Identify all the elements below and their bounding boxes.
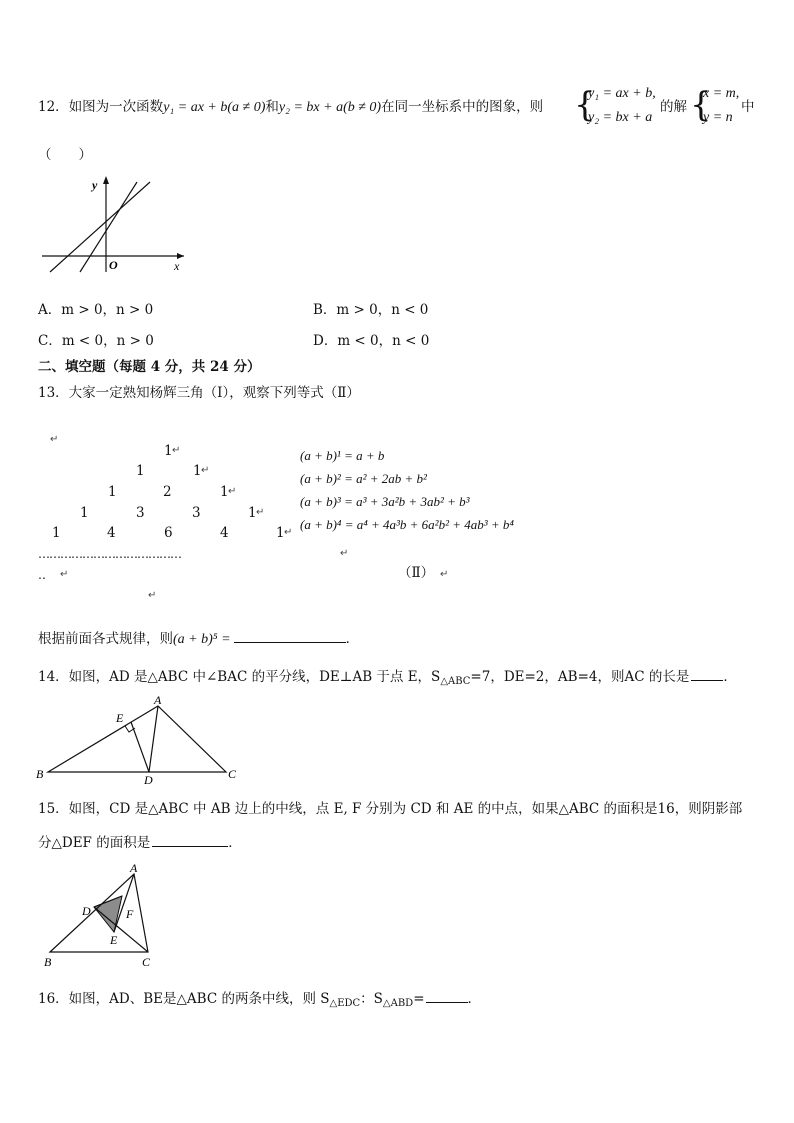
tri-r2-c1: 1 <box>136 463 145 479</box>
q16-eq: = <box>413 991 425 1007</box>
q15-line1: 15．如图，CD 是△ABC 中 AB 边上的中线，点 E, F 分别为 CD 和 AE 的中点，如果△ABC 的面积是16，则阴影部 <box>38 801 743 817</box>
q14-text2: =7，DE=2，AB=4，则AC 的长是 <box>470 669 690 685</box>
para-mark: ↵ <box>440 569 449 580</box>
tri-dots-2: ‥ <box>38 568 47 582</box>
q14-text: 14．如图，AD 是△ABC 中∠BAC 的平分线，DE⊥AB 于点 E，S <box>38 669 441 685</box>
q12-stem-b: 和 <box>265 99 279 115</box>
tri-r5-c4: 4 <box>220 525 229 541</box>
graph-x-label: x <box>174 259 180 273</box>
q16-end: ． <box>467 991 482 1007</box>
tri-r4-c3: 3 <box>192 505 201 521</box>
para-mark: ↵ <box>340 548 349 559</box>
label-c: C <box>228 767 237 781</box>
q12-stem-a: 如图为一次函数 <box>68 99 164 115</box>
median-cd <box>94 907 148 952</box>
label-f: F <box>126 907 134 921</box>
tri-r3-c3: 1 <box>220 484 229 500</box>
q16-stem <box>38 988 481 1013</box>
q12-eq2: y₂ = bx + a(b ≠ 0) <box>278 100 382 115</box>
q14-end: ． <box>723 669 737 685</box>
q12-stem-e: 中 <box>741 99 755 115</box>
para-mark: ↵ <box>256 507 265 518</box>
q13-ask-expr: (a + b)⁵ = <box>173 632 231 647</box>
right-angle-mark <box>125 726 135 732</box>
tri-r5-c1: 1 <box>52 525 61 541</box>
q12-option-c[interactable]: C．m < 0，n > 0 <box>38 333 154 349</box>
q12-solution-line1: x = m, <box>703 86 740 101</box>
q16-subscript-2: △ABD <box>382 998 414 1009</box>
q13-ask-end: ． <box>345 631 360 647</box>
q14-answer-blank[interactable] <box>691 666 723 681</box>
label-e: E <box>110 933 118 947</box>
q12-stem-d: 的解 <box>660 99 687 115</box>
para-mark: ↵ <box>148 590 157 601</box>
q15-answer-blank[interactable] <box>152 832 228 847</box>
para-mark: ↵ <box>201 465 210 476</box>
eq-power-2: (a + b)² = a² + 2ab + b² <box>300 471 427 486</box>
para-mark: ↵ <box>60 569 69 580</box>
graph-y-label: y <box>92 178 98 192</box>
tri-r5-c3: 6 <box>164 525 173 541</box>
q15-line2 <box>38 832 242 852</box>
q14-stem <box>38 666 737 691</box>
q16-subscript-1: △EDC <box>329 998 361 1009</box>
q13-ask-text: 根据前面各式规律，则 <box>38 631 173 647</box>
label-ii: （Ⅱ） <box>398 565 435 581</box>
tri-r2-c2: 1 <box>193 463 202 479</box>
q12-stem-c: 在同一坐标系中的图象，则 <box>381 99 544 115</box>
q12-number: 12． <box>38 99 69 115</box>
q12-graph <box>38 172 190 274</box>
tri-r4-c4: 1 <box>248 505 257 521</box>
line-y1 <box>50 182 150 272</box>
para-mark: ↵ <box>50 434 59 445</box>
q16-answer-blank[interactable] <box>426 988 468 1003</box>
label-a: A <box>154 693 162 707</box>
para-mark: ↵ <box>172 445 181 456</box>
label-d: D <box>82 904 91 918</box>
label-b: B <box>36 767 44 781</box>
tri-r4-c2: 3 <box>136 505 145 521</box>
para-mark: ↵ <box>284 527 293 538</box>
label-a: A <box>130 861 138 875</box>
q14-subscript: △ABC <box>440 676 471 687</box>
label-c: C <box>142 955 151 968</box>
label-e: E <box>116 711 124 725</box>
q12-system-line2: y₂ = bx + a <box>588 110 653 125</box>
tri-r5-c2: 4 <box>107 525 116 541</box>
q12-stem <box>38 98 543 117</box>
segment-ad <box>149 706 158 772</box>
y-axis-arrow <box>103 176 109 184</box>
eq-power-4: (a + b)⁴ = a⁴ + 4a³b + 6a²b² + 4ab³ + b⁴ <box>300 517 514 532</box>
q13-ask <box>38 628 359 649</box>
q15-figure <box>40 860 166 968</box>
q12-option-b[interactable]: B．m > 0，n < 0 <box>313 302 429 318</box>
tri-r3-c2: 2 <box>163 484 172 500</box>
eq-power-3: (a + b)³ = a³ + 3a²b + 3ab² + b³ <box>300 494 470 509</box>
q12-eq1: y₁ = ax + b(a ≠ 0) <box>163 100 266 115</box>
q12-solution-brace: { <box>690 85 712 125</box>
tri-r5-c5: 1 <box>276 525 285 541</box>
q12-solution-line2: y = n <box>703 110 733 125</box>
label-d: D <box>144 773 153 784</box>
q13-stem: 13．大家一定熟知杨辉三角（Ⅰ），观察下列等式（Ⅱ） <box>38 385 360 401</box>
label-b: B <box>44 955 52 968</box>
tri-r3-c1: 1 <box>108 484 117 500</box>
q16-text: 16．如图，AD、BE是△ABC 的两条中线，则 S <box>38 991 330 1007</box>
segment-de <box>131 722 149 772</box>
para-mark: ↵ <box>228 486 237 497</box>
eq-power-1: (a + b)¹ = a + b <box>300 448 385 463</box>
tri-r1-c1: 1 <box>164 443 173 459</box>
q15-end: ． <box>228 835 242 851</box>
q13-answer-blank[interactable] <box>234 628 346 643</box>
q12-system-brace: { <box>574 85 596 125</box>
tri-dots: ………………………………… <box>38 547 181 561</box>
q12-answer-paren: （ ） <box>38 147 92 163</box>
q15-line2-text: 分△DEF 的面积是 <box>38 835 151 851</box>
section-heading: 二、填空题（每题 4 分，共 24 分） <box>38 359 261 375</box>
q12-option-d[interactable]: D．m < 0，n < 0 <box>313 333 430 349</box>
tri-r4-c1: 1 <box>80 505 89 521</box>
q12-system-line1: y₁ = ax + b, <box>588 86 656 101</box>
q16-colon: ：S <box>360 991 383 1007</box>
q12-option-a[interactable]: A．m > 0，n > 0 <box>38 302 154 318</box>
graph-origin-label: O <box>109 258 118 272</box>
q14-figure <box>34 692 246 784</box>
